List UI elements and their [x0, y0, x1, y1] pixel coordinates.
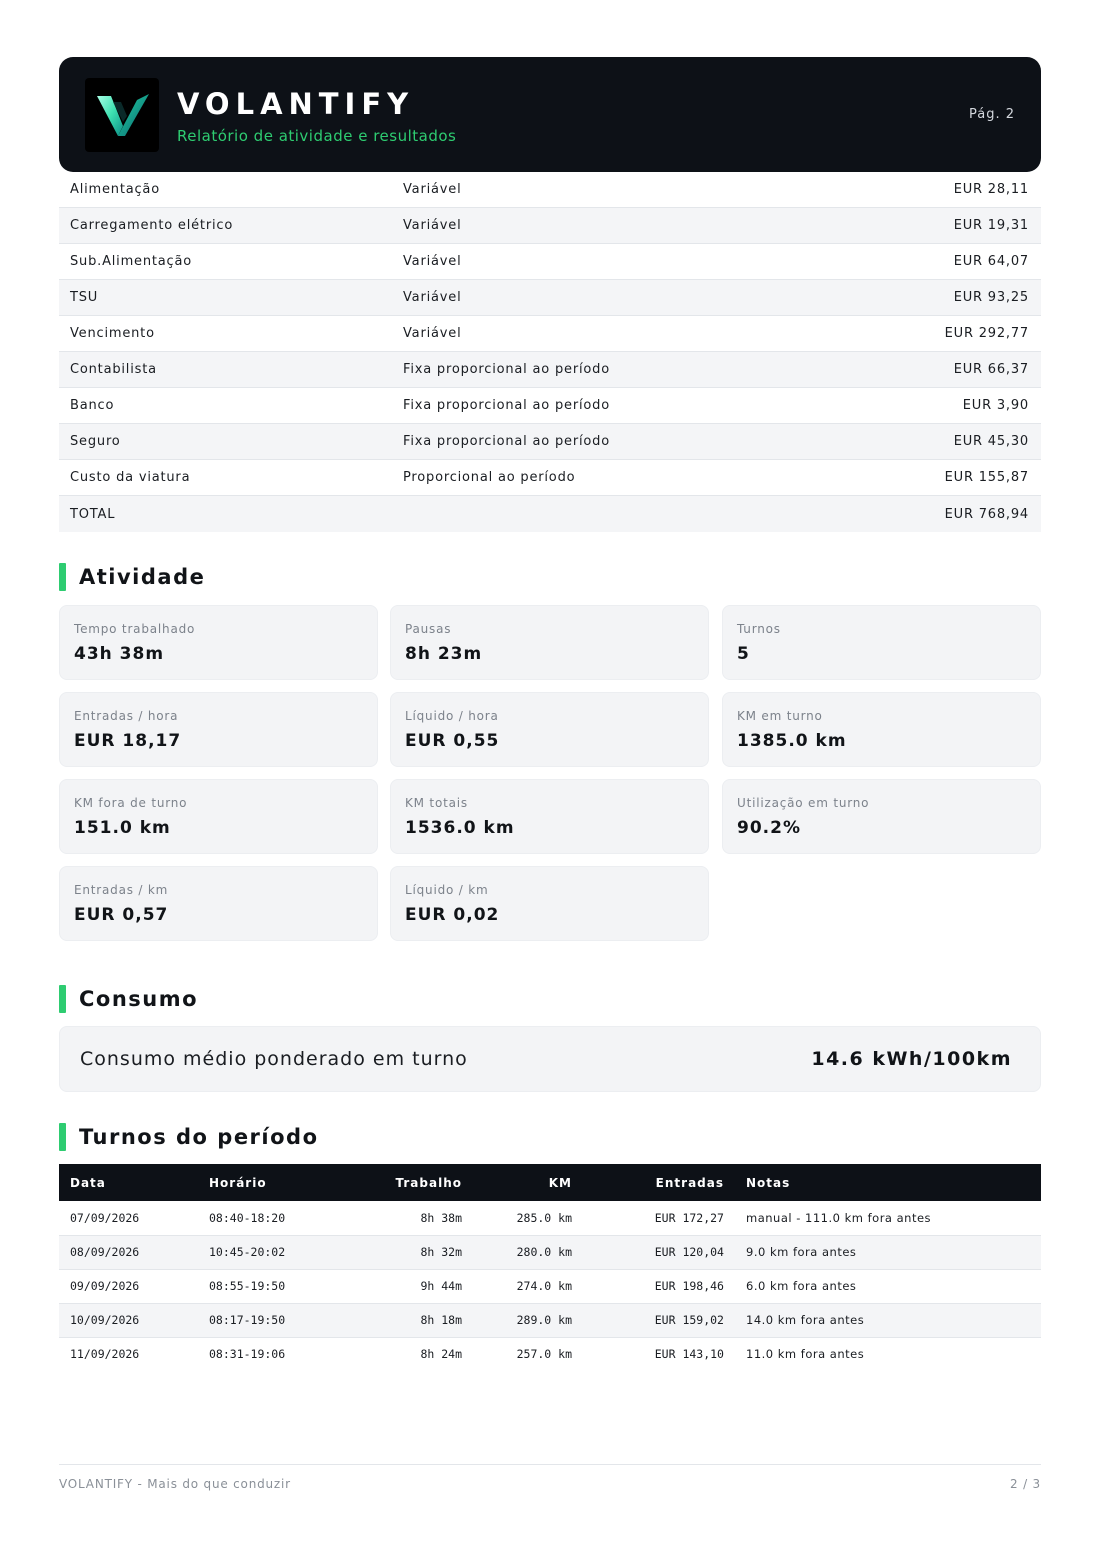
table-row [59, 1269, 1041, 1303]
stat-value: 1385.0 km [737, 731, 847, 751]
cost-name: Sub.Alimentação [70, 254, 193, 269]
cell-notes: 14.0 km fora antes [724, 1303, 1041, 1337]
cost-value: EUR 64,07 [953, 254, 1029, 269]
table-row [59, 1303, 1041, 1337]
cost-type: Variável [403, 182, 462, 197]
cell-km: 289.0 km [462, 1303, 572, 1337]
cell-income: EUR 143,10 [654, 1347, 724, 1362]
stat-value: EUR 0,55 [405, 731, 500, 751]
col-header-date: Data [59, 1164, 197, 1201]
cell-work: 8h 24m [420, 1347, 462, 1362]
footer-divider [59, 1464, 1041, 1465]
table-row [59, 1235, 1041, 1269]
stat-value: 43h 38m [74, 644, 165, 664]
cell-date: 11/09/2026 [70, 1347, 140, 1362]
stat-value: 151.0 km [74, 818, 171, 838]
cell-hour: 10:45-20:02 [197, 1235, 347, 1269]
col-header-km: KM [462, 1164, 572, 1201]
shifts-section-title [59, 1123, 319, 1151]
cost-total-value: EUR 768,94 [944, 506, 1029, 522]
consumo-title: Consumo [79, 987, 199, 1011]
cell-km: 280.0 km [462, 1235, 572, 1269]
stat-label: Tempo trabalhado [74, 622, 196, 636]
cost-type: Proporcional ao período [403, 470, 576, 485]
footer-tagline: VOLANTIFY - Mais do que conduzir [59, 1477, 291, 1491]
cost-type: Fixa proporcional ao período [403, 398, 610, 413]
cost-name: Contabilista [70, 362, 157, 377]
stat-card [390, 779, 709, 854]
cost-value: EUR 155,87 [944, 470, 1029, 485]
cost-value: EUR 93,25 [953, 290, 1029, 305]
stat-label: KM em turno [737, 709, 823, 723]
page-number: Pág. 2 [968, 107, 1015, 122]
cell-work: 8h 32m [347, 1235, 462, 1269]
cell-hour: 08:31-19:06 [209, 1347, 286, 1362]
cell-hour: 08:40-18:20 [197, 1201, 347, 1235]
cost-name: TSU [70, 290, 99, 305]
stat-label: KM fora de turno [74, 796, 188, 810]
stat-card [59, 605, 378, 680]
stat-card [722, 779, 1041, 854]
cost-row [59, 316, 1041, 352]
report-header [59, 57, 1041, 172]
stat-value: 8h 23m [405, 644, 483, 664]
shifts-title: Turnos do período [79, 1125, 319, 1149]
stat-card [390, 605, 709, 680]
cost-type: Variável [403, 290, 462, 305]
cost-row [59, 280, 1041, 316]
cell-income: EUR 159,02 [572, 1303, 724, 1337]
cost-type: Variável [403, 254, 462, 269]
cost-name: Vencimento [70, 326, 155, 341]
cost-value: EUR 19,31 [953, 218, 1029, 233]
cost-type: Fixa proporcional ao período [403, 362, 610, 377]
cell-work: 8h 18m [347, 1303, 462, 1337]
stat-value: EUR 0,02 [405, 905, 500, 925]
stat-card [59, 866, 378, 941]
cost-value: EUR 66,37 [953, 362, 1029, 377]
stat-label: Utilização em turno [737, 796, 870, 810]
cell-work: 8h 38m [347, 1201, 462, 1235]
activity-section-title [59, 563, 205, 591]
cell-date: 10/09/2026 [59, 1303, 197, 1337]
stat-card [722, 692, 1041, 767]
cell-notes: 9.0 km fora antes [724, 1235, 1041, 1269]
cost-name: Carregamento elétrico [70, 218, 234, 233]
consumo-section-title [59, 985, 198, 1013]
stat-label: Líquido / hora [405, 709, 499, 723]
stat-value: EUR 18,17 [74, 731, 182, 751]
section-accent-bar [59, 1123, 66, 1151]
cell-km: 285.0 km [462, 1201, 572, 1235]
cell-notes: manual - 111.0 km fora antes [724, 1201, 1041, 1235]
stat-card [59, 779, 378, 854]
cost-total-row [59, 496, 1041, 532]
shifts-table [59, 1164, 1041, 1371]
cost-type: Variável [403, 218, 462, 233]
stat-value: 5 [737, 644, 750, 664]
stat-label: Turnos [737, 622, 781, 636]
stat-value: EUR 0,57 [74, 905, 169, 925]
stat-card [390, 866, 709, 941]
report-subtitle: Relatório de atividade e resultados [177, 127, 457, 145]
col-header-notes: Notas [724, 1164, 1041, 1201]
cost-value: EUR 45,30 [953, 434, 1029, 449]
section-accent-bar [59, 985, 66, 1013]
stat-card [59, 692, 378, 767]
cell-income: EUR 120,04 [572, 1235, 724, 1269]
stat-label: Pausas [405, 622, 452, 636]
cost-name: Banco [70, 398, 115, 413]
cost-row [59, 352, 1041, 388]
table-row [59, 1201, 1041, 1235]
cell-hour: 08:55-19:50 [197, 1269, 347, 1303]
cost-row [59, 460, 1041, 496]
stat-label: Entradas / hora [74, 709, 179, 723]
consumo-label: Consumo médio ponderado em turno [80, 1048, 468, 1070]
cost-row [59, 388, 1041, 424]
cell-date: 09/09/2026 [59, 1269, 197, 1303]
cell-income: EUR 198,46 [572, 1269, 724, 1303]
costs-table [59, 172, 1041, 532]
cost-name: TOTAL [70, 506, 116, 522]
cost-row [59, 208, 1041, 244]
cell-work: 9h 44m [347, 1269, 462, 1303]
cost-name: Custo da viatura [70, 470, 191, 485]
table-row [59, 1337, 1041, 1371]
cell-km: 257.0 km [516, 1347, 572, 1362]
stat-label: Entradas / km [74, 883, 169, 897]
consumo-value: 14.6 kWh/100km [811, 1048, 1012, 1070]
cost-row [59, 244, 1041, 280]
stat-value: 90.2% [737, 818, 801, 838]
cost-value: EUR 28,11 [953, 182, 1029, 197]
cost-row [59, 424, 1041, 460]
cell-date: 07/09/2026 [59, 1201, 197, 1235]
table-header-row [59, 1164, 1041, 1201]
cost-type: Variável [403, 326, 462, 341]
stat-label: KM totais [405, 796, 468, 810]
stat-label: Líquido / km [405, 883, 489, 897]
activity-title: Atividade [79, 565, 206, 589]
cell-income: EUR 172,27 [572, 1201, 724, 1235]
col-header-income: Entradas [572, 1164, 724, 1201]
volantify-logo-icon [85, 78, 159, 152]
cost-value: EUR 3,90 [962, 398, 1029, 413]
col-header-work: Trabalho [347, 1164, 462, 1201]
cell-notes: 11.0 km fora antes [746, 1347, 865, 1362]
cell-notes: 6.0 km fora antes [724, 1269, 1041, 1303]
cell-hour: 08:17-19:50 [197, 1303, 347, 1337]
cost-row [59, 172, 1041, 208]
footer-page-count: 2 / 3 [1010, 1477, 1041, 1491]
cost-name: Alimentação [70, 182, 160, 197]
col-header-hour: Horário [197, 1164, 347, 1201]
section-accent-bar [59, 563, 66, 591]
consumo-card [59, 1026, 1041, 1092]
cost-type: Fixa proporcional ao período [403, 434, 610, 449]
cost-value: EUR 292,77 [944, 326, 1029, 341]
stat-card [722, 605, 1041, 680]
stat-card [390, 692, 709, 767]
cell-km: 274.0 km [462, 1269, 572, 1303]
cost-name: Seguro [70, 434, 121, 449]
cell-date: 08/09/2026 [59, 1235, 197, 1269]
stat-value: 1536.0 km [405, 818, 515, 838]
brand-name: VOLANTIFY [177, 87, 415, 121]
